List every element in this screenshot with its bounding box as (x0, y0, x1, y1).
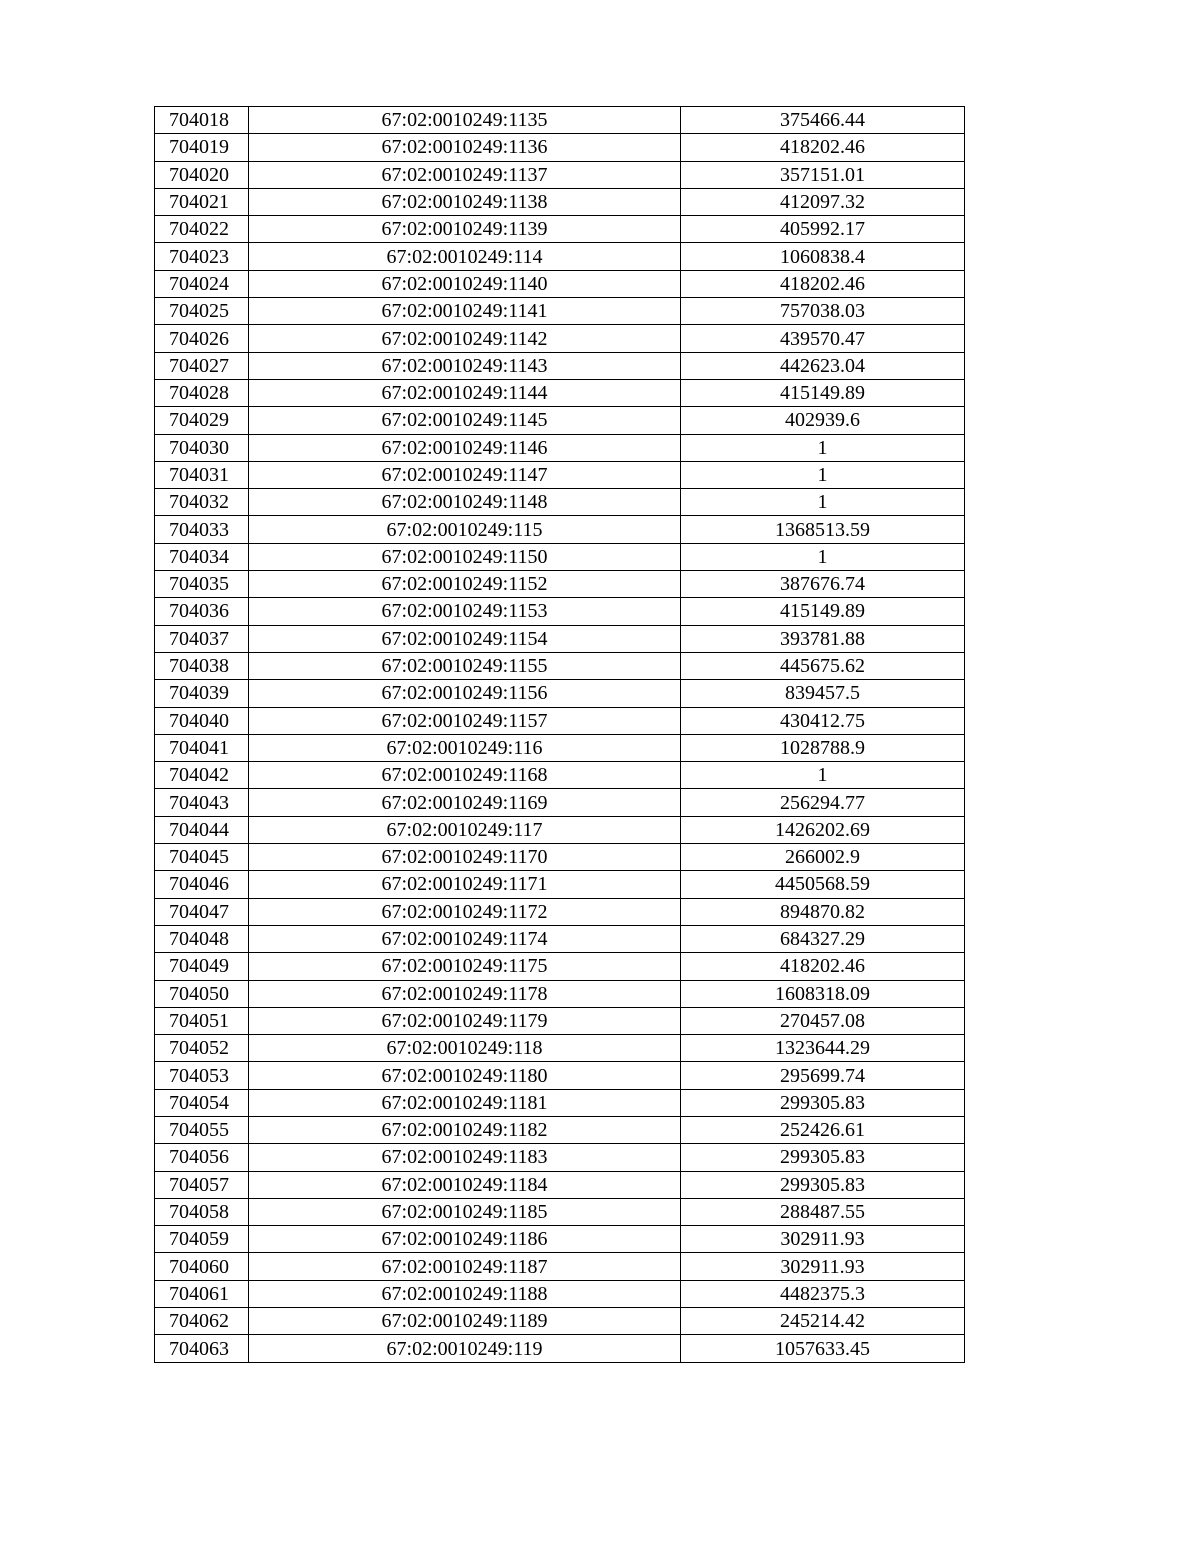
table-row (155, 898, 965, 925)
cadastral-number-cell: 67:02:0010249:1139 (249, 216, 681, 243)
cadastral-value-cell: 387676.74 (681, 571, 965, 598)
cadastral-value-cell: 439570.47 (681, 325, 965, 352)
cadastral-value-cell: 412097.32 (681, 188, 965, 215)
table-row (155, 871, 965, 898)
row-number-cell: 704035 (155, 571, 249, 598)
row-number-cell: 704044 (155, 816, 249, 843)
cadastral-value-cell: 266002.9 (681, 844, 965, 871)
cadastral-number-cell: 67:02:0010249:1137 (249, 161, 681, 188)
cadastral-value-cell: 357151.01 (681, 161, 965, 188)
cadastral-number-cell: 67:02:0010249:1157 (249, 707, 681, 734)
cadastral-number-cell: 67:02:0010249:116 (249, 734, 681, 761)
row-number-cell: 704042 (155, 762, 249, 789)
cadastral-number-cell: 67:02:0010249:1175 (249, 953, 681, 980)
cadastral-number-cell: 67:02:0010249:1188 (249, 1280, 681, 1307)
table-row (155, 270, 965, 297)
cadastral-value-cell: 299305.83 (681, 1171, 965, 1198)
cadastral-value-cell: 445675.62 (681, 652, 965, 679)
table-body (155, 107, 965, 1363)
row-number-cell: 704045 (155, 844, 249, 871)
table-row (155, 1144, 965, 1171)
cadastral-number-cell: 67:02:0010249:1172 (249, 898, 681, 925)
row-number-cell: 704026 (155, 325, 249, 352)
row-number-cell: 704047 (155, 898, 249, 925)
cadastral-number-cell: 67:02:0010249:1136 (249, 134, 681, 161)
cadastral-value-cell: 4450568.59 (681, 871, 965, 898)
table-row (155, 598, 965, 625)
table-row (155, 816, 965, 843)
cadastral-number-cell: 67:02:0010249:1146 (249, 434, 681, 461)
row-number-cell: 704052 (155, 1035, 249, 1062)
cadastral-number-cell: 67:02:0010249:1183 (249, 1144, 681, 1171)
cadastral-value-cell: 1 (681, 543, 965, 570)
table-row (155, 243, 965, 270)
cadastral-number-cell: 67:02:0010249:1189 (249, 1308, 681, 1335)
table-row (155, 680, 965, 707)
cadastral-value-cell: 415149.89 (681, 598, 965, 625)
cadastral-number-cell: 67:02:0010249:119 (249, 1335, 681, 1362)
cadastral-value-cell: 288487.55 (681, 1198, 965, 1225)
table-row (155, 1171, 965, 1198)
row-number-cell: 704031 (155, 461, 249, 488)
cadastral-number-cell: 67:02:0010249:1181 (249, 1089, 681, 1116)
cadastral-value-cell: 415149.89 (681, 379, 965, 406)
row-number-cell: 704055 (155, 1116, 249, 1143)
table-row (155, 407, 965, 434)
row-number-cell: 704056 (155, 1144, 249, 1171)
row-number-cell: 704061 (155, 1280, 249, 1307)
cadastral-number-cell: 67:02:0010249:1179 (249, 1007, 681, 1034)
table-row (155, 652, 965, 679)
table-row (155, 789, 965, 816)
cadastral-value-cell: 757038.03 (681, 298, 965, 325)
cadastral-number-cell: 67:02:0010249:1169 (249, 789, 681, 816)
row-number-cell: 704059 (155, 1226, 249, 1253)
row-number-cell: 704030 (155, 434, 249, 461)
cadastral-number-cell: 67:02:0010249:1174 (249, 925, 681, 952)
cadastral-value-cell: 1 (681, 434, 965, 461)
cadastral-number-cell: 67:02:0010249:1135 (249, 107, 681, 134)
cadastral-value-cell: 1057633.45 (681, 1335, 965, 1362)
row-number-cell: 704021 (155, 188, 249, 215)
table-row (155, 707, 965, 734)
cadastral-value-cell: 894870.82 (681, 898, 965, 925)
cadastral-number-cell: 67:02:0010249:1156 (249, 680, 681, 707)
cadastral-value-cell: 1608318.09 (681, 980, 965, 1007)
cadastral-number-cell: 67:02:0010249:1148 (249, 489, 681, 516)
cadastral-number-cell: 67:02:0010249:1186 (249, 1226, 681, 1253)
table-row (155, 980, 965, 1007)
table-row (155, 1007, 965, 1034)
table-row (155, 325, 965, 352)
cadastral-value-cell: 252426.61 (681, 1116, 965, 1143)
table-row (155, 516, 965, 543)
cadastral-number-cell: 67:02:0010249:1171 (249, 871, 681, 898)
table-row (155, 1035, 965, 1062)
cadastral-number-cell: 67:02:0010249:117 (249, 816, 681, 843)
table-row (155, 134, 965, 161)
cadastral-number-cell: 67:02:0010249:1170 (249, 844, 681, 871)
table-row (155, 1062, 965, 1089)
cadastral-value-cell: 4482375.3 (681, 1280, 965, 1307)
row-number-cell: 704019 (155, 134, 249, 161)
cadastral-number-cell: 67:02:0010249:1184 (249, 1171, 681, 1198)
table-row (155, 434, 965, 461)
table-row (155, 461, 965, 488)
cadastral-number-cell: 67:02:0010249:114 (249, 243, 681, 270)
cadastral-number-cell: 67:02:0010249:1145 (249, 407, 681, 434)
row-number-cell: 704048 (155, 925, 249, 952)
row-number-cell: 704023 (155, 243, 249, 270)
cadastral-value-table (154, 106, 965, 1363)
cadastral-number-cell: 67:02:0010249:1180 (249, 1062, 681, 1089)
table-row (155, 762, 965, 789)
cadastral-value-cell: 418202.46 (681, 953, 965, 980)
row-number-cell: 704036 (155, 598, 249, 625)
cadastral-value-cell: 1060838.4 (681, 243, 965, 270)
cadastral-number-cell: 67:02:0010249:1150 (249, 543, 681, 570)
cadastral-value-cell: 302911.93 (681, 1226, 965, 1253)
row-number-cell: 704025 (155, 298, 249, 325)
row-number-cell: 704051 (155, 1007, 249, 1034)
cadastral-value-cell: 302911.93 (681, 1253, 965, 1280)
row-number-cell: 704027 (155, 352, 249, 379)
table-row (155, 216, 965, 243)
cadastral-value-cell: 1426202.69 (681, 816, 965, 843)
row-number-cell: 704043 (155, 789, 249, 816)
row-number-cell: 704018 (155, 107, 249, 134)
row-number-cell: 704028 (155, 379, 249, 406)
cadastral-number-cell: 67:02:0010249:1185 (249, 1198, 681, 1225)
cadastral-value-cell: 405992.17 (681, 216, 965, 243)
cadastral-value-cell: 402939.6 (681, 407, 965, 434)
cadastral-value-cell: 1 (681, 762, 965, 789)
table-row (155, 1198, 965, 1225)
cadastral-value-cell: 1323644.29 (681, 1035, 965, 1062)
table-row (155, 1335, 965, 1362)
table-row (155, 1308, 965, 1335)
table-row (155, 734, 965, 761)
row-number-cell: 704054 (155, 1089, 249, 1116)
cadastral-value-cell: 295699.74 (681, 1062, 965, 1089)
row-number-cell: 704020 (155, 161, 249, 188)
table-row (155, 571, 965, 598)
table-row (155, 107, 965, 134)
table-row (155, 1226, 965, 1253)
cadastral-number-cell: 67:02:0010249:115 (249, 516, 681, 543)
cadastral-value-cell: 442623.04 (681, 352, 965, 379)
table-row (155, 188, 965, 215)
cadastral-value-cell: 418202.46 (681, 134, 965, 161)
row-number-cell: 704058 (155, 1198, 249, 1225)
cadastral-value-cell: 1368513.59 (681, 516, 965, 543)
table-row (155, 379, 965, 406)
row-number-cell: 704033 (155, 516, 249, 543)
cadastral-value-cell: 245214.42 (681, 1308, 965, 1335)
row-number-cell: 704062 (155, 1308, 249, 1335)
cadastral-number-cell: 67:02:0010249:118 (249, 1035, 681, 1062)
cadastral-number-cell: 67:02:0010249:1140 (249, 270, 681, 297)
table-row (155, 1253, 965, 1280)
cadastral-value-cell: 418202.46 (681, 270, 965, 297)
cadastral-number-cell: 67:02:0010249:1142 (249, 325, 681, 352)
row-number-cell: 704032 (155, 489, 249, 516)
cadastral-value-cell: 299305.83 (681, 1089, 965, 1116)
row-number-cell: 704050 (155, 980, 249, 1007)
table-row (155, 298, 965, 325)
cadastral-value-cell: 256294.77 (681, 789, 965, 816)
cadastral-number-cell: 67:02:0010249:1168 (249, 762, 681, 789)
cadastral-number-cell: 67:02:0010249:1182 (249, 1116, 681, 1143)
row-number-cell: 704040 (155, 707, 249, 734)
cadastral-value-cell: 430412.75 (681, 707, 965, 734)
cadastral-value-cell: 684327.29 (681, 925, 965, 952)
row-number-cell: 704022 (155, 216, 249, 243)
table-row (155, 953, 965, 980)
cadastral-value-cell: 839457.5 (681, 680, 965, 707)
cadastral-number-cell: 67:02:0010249:1153 (249, 598, 681, 625)
cadastral-value-cell: 1028788.9 (681, 734, 965, 761)
cadastral-number-cell: 67:02:0010249:1155 (249, 652, 681, 679)
cadastral-value-cell: 393781.88 (681, 625, 965, 652)
row-number-cell: 704038 (155, 652, 249, 679)
row-number-cell: 704049 (155, 953, 249, 980)
cadastral-number-cell: 67:02:0010249:1154 (249, 625, 681, 652)
row-number-cell: 704053 (155, 1062, 249, 1089)
cadastral-number-cell: 67:02:0010249:1138 (249, 188, 681, 215)
table-row (155, 1089, 965, 1116)
table-row (155, 161, 965, 188)
row-number-cell: 704034 (155, 543, 249, 570)
cadastral-number-cell: 67:02:0010249:1178 (249, 980, 681, 1007)
cadastral-value-cell: 1 (681, 489, 965, 516)
table-row (155, 1280, 965, 1307)
cadastral-number-cell: 67:02:0010249:1144 (249, 379, 681, 406)
cadastral-value-cell: 375466.44 (681, 107, 965, 134)
cadastral-number-cell: 67:02:0010249:1147 (249, 461, 681, 488)
cadastral-value-cell: 1 (681, 461, 965, 488)
row-number-cell: 704024 (155, 270, 249, 297)
table-row (155, 925, 965, 952)
table-row (155, 352, 965, 379)
row-number-cell: 704060 (155, 1253, 249, 1280)
row-number-cell: 704063 (155, 1335, 249, 1362)
row-number-cell: 704029 (155, 407, 249, 434)
row-number-cell: 704037 (155, 625, 249, 652)
cadastral-number-cell: 67:02:0010249:1141 (249, 298, 681, 325)
cadastral-number-cell: 67:02:0010249:1187 (249, 1253, 681, 1280)
table-row (155, 1116, 965, 1143)
cadastral-value-cell: 299305.83 (681, 1144, 965, 1171)
cadastral-value-cell: 270457.08 (681, 1007, 965, 1034)
row-number-cell: 704041 (155, 734, 249, 761)
table-row (155, 844, 965, 871)
table-row (155, 489, 965, 516)
table-row (155, 543, 965, 570)
row-number-cell: 704039 (155, 680, 249, 707)
cadastral-number-cell: 67:02:0010249:1152 (249, 571, 681, 598)
cadastral-number-cell: 67:02:0010249:1143 (249, 352, 681, 379)
row-number-cell: 704046 (155, 871, 249, 898)
row-number-cell: 704057 (155, 1171, 249, 1198)
table-row (155, 625, 965, 652)
